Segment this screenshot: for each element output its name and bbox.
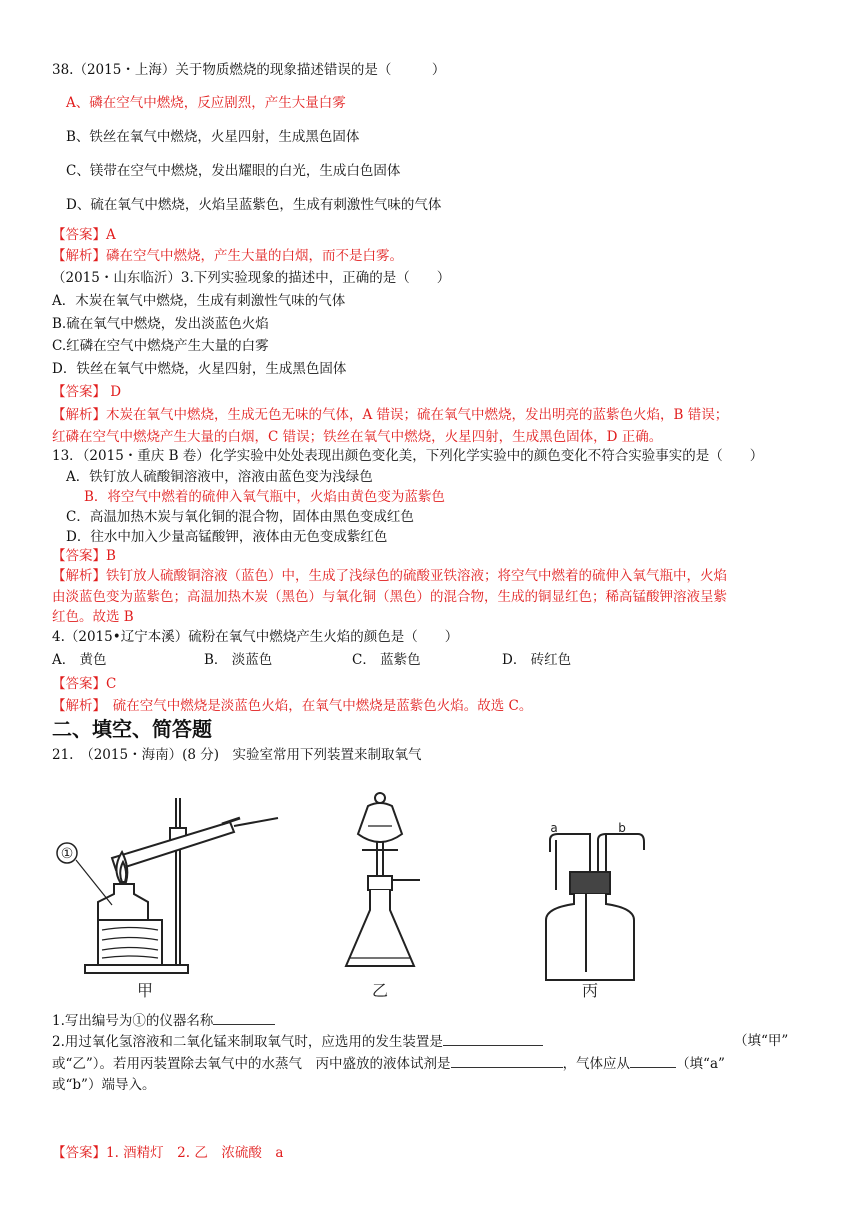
q38-option-d: D、硫在氧气中燃烧，火焰呈蓝紫色，生成有刺激性气味的气体 (66, 197, 442, 213)
q3-option-a: A．木炭在氧气中燃烧，生成有刺激性气味的气体 (52, 293, 346, 309)
q13-option-b: B．将空气中燃着的硫伸入氧气瓶中，火焰由黄色变为蓝紫色 (84, 489, 445, 505)
blank-3[interactable] (451, 1053, 563, 1068)
q13-analysis-line3: 红色。故选 B (52, 609, 134, 625)
q21-sub2-line2: 或“乙”）。若用丙装置除去氧气中的水蒸气 丙中盛放的液体试剂是 ，气体应从 （填“a” (52, 1053, 725, 1074)
q21-sub2-line1-tail: （填“甲” (734, 1033, 789, 1049)
q13-analysis-line2: 由淡蓝色变为蓝紫色；高温加热木炭（黑色）与氧化铜（黑色）的混合物，生成的铜显红色；稀高锰酸钾溶液呈紫 (52, 589, 727, 605)
q4-analysis: 【解析】 硫在空气中燃烧是淡蓝色火焰，在氧气中燃烧是蓝紫色火焰。故选 C。 (52, 698, 533, 714)
q38-option-c: C、镁带在空气中燃烧，发出耀眼的白光，生成白色固体 (66, 163, 401, 179)
apparatus-yi (346, 793, 420, 966)
q4-option-c: C． 蓝紫色 (352, 652, 421, 668)
caption-bing: 丙 (581, 981, 599, 1000)
q3-analysis-line2: 红磷在空气中燃烧产生大量的白烟，C 错误；铁丝在氧气中燃烧，火星四射，生成黑色固体，D 正确。 (52, 429, 663, 445)
q13-option-a: A．铁钉放人硫酸铜溶液中，溶液由蓝色变为浅绿色 (66, 469, 373, 485)
q4-option-b: B． 淡蓝色 (204, 652, 273, 668)
q38-stem: 38.（2015・上海）关于物质燃烧的现象描述错误的是（ ） (52, 62, 446, 78)
q3-analysis-line1: 【解析】木炭在氧气中燃烧，生成无色无味的气体，A 错误；硫在氧气中燃烧，发出明亮的蓝紫色火焰，B 错误； (52, 407, 729, 423)
apparatus-bing (546, 834, 644, 980)
q38-option-a: A、磷在空气中燃烧，反应剧烈，产生大量白雾 (66, 95, 346, 111)
q38-analysis: 【解析】磷在空气中燃烧，产生大量的白烟，而不是白雾。 (52, 248, 403, 264)
q13-stem: 13．（2015・重庆 B 卷）化学实验中处处表现出颜色变化美，下列化学实验中的颜色变化不符合实验事实的是（ ） (52, 448, 764, 464)
caption-yi: 乙 (371, 981, 389, 1000)
apparatus-jia (57, 798, 278, 973)
q4-option-a: A． 黄色 (52, 652, 107, 668)
q21-sub2-line1: 2.用过氧化氢溶液和二氧化锰来制取氧气时，应选用的发生装置是 (52, 1031, 543, 1052)
blank-1[interactable] (213, 1010, 275, 1025)
q21-sub1: 1.写出编号为①的仪器名称 (52, 1010, 275, 1031)
q21-sub2-line3: 或“b”）端导入。 (52, 1077, 156, 1093)
q38-option-b: B、铁丝在氧气中燃烧，火星四射，生成黑色固体 (66, 129, 360, 145)
blank-4[interactable] (630, 1053, 676, 1068)
blank-2[interactable] (443, 1031, 543, 1046)
section-heading: 二、填空、简答题 (52, 717, 212, 741)
q3-option-b: B.硫在氧气中燃烧，发出淡蓝色火焰 (52, 316, 269, 332)
q3-answer: 【答案】 D (52, 384, 122, 400)
q21-stem: 21. （2015・海南）(8 分) 实验室常用下列装置来制取氧气 (52, 747, 422, 763)
q38-answer: 【答案】A (52, 227, 116, 243)
apparatus-marker-1: ① (60, 846, 74, 862)
q13-answer: 【答案】B (52, 548, 116, 564)
q21-answer: 【答案】1. 酒精灯 2. 乙 浓硫酸 a (52, 1145, 284, 1161)
tube-label-a: a (550, 821, 558, 835)
q3-stem: （2015・山东临沂）3.下列实验现象的描述中，正确的是（ ） (52, 270, 451, 286)
q4-answer: 【答案】C (52, 676, 117, 692)
q13-option-d: D．往水中加入少量高锰酸钾，液体由无色变成紫红色 (66, 529, 388, 545)
q3-option-d: D．铁丝在氧气中燃烧，火星四射，生成黑色固体 (52, 361, 347, 377)
q4-option-d: D． 砖红色 (502, 652, 572, 668)
q13-option-c: C．高温加热木炭与氧化铜的混合物，固体由黑色变成红色 (66, 509, 414, 525)
apparatus-figure (50, 780, 650, 1005)
q13-analysis-line1: 【解析】铁钉放人硫酸铜溶液（蓝色）中，生成了浅绿色的硫酸亚铁溶液；将空气中燃着的硫伸入氧气瓶中，火焰 (52, 568, 727, 584)
q3-option-c: C.红磷在空气中燃烧产生大量的白雾 (52, 338, 269, 354)
q4-stem: 4.（2015•辽宁本溪）硫粉在氧气中燃烧产生火焰的颜色是（ ） (52, 629, 459, 645)
tube-label-b: b (618, 821, 626, 835)
caption-jia: 甲 (136, 981, 154, 1000)
